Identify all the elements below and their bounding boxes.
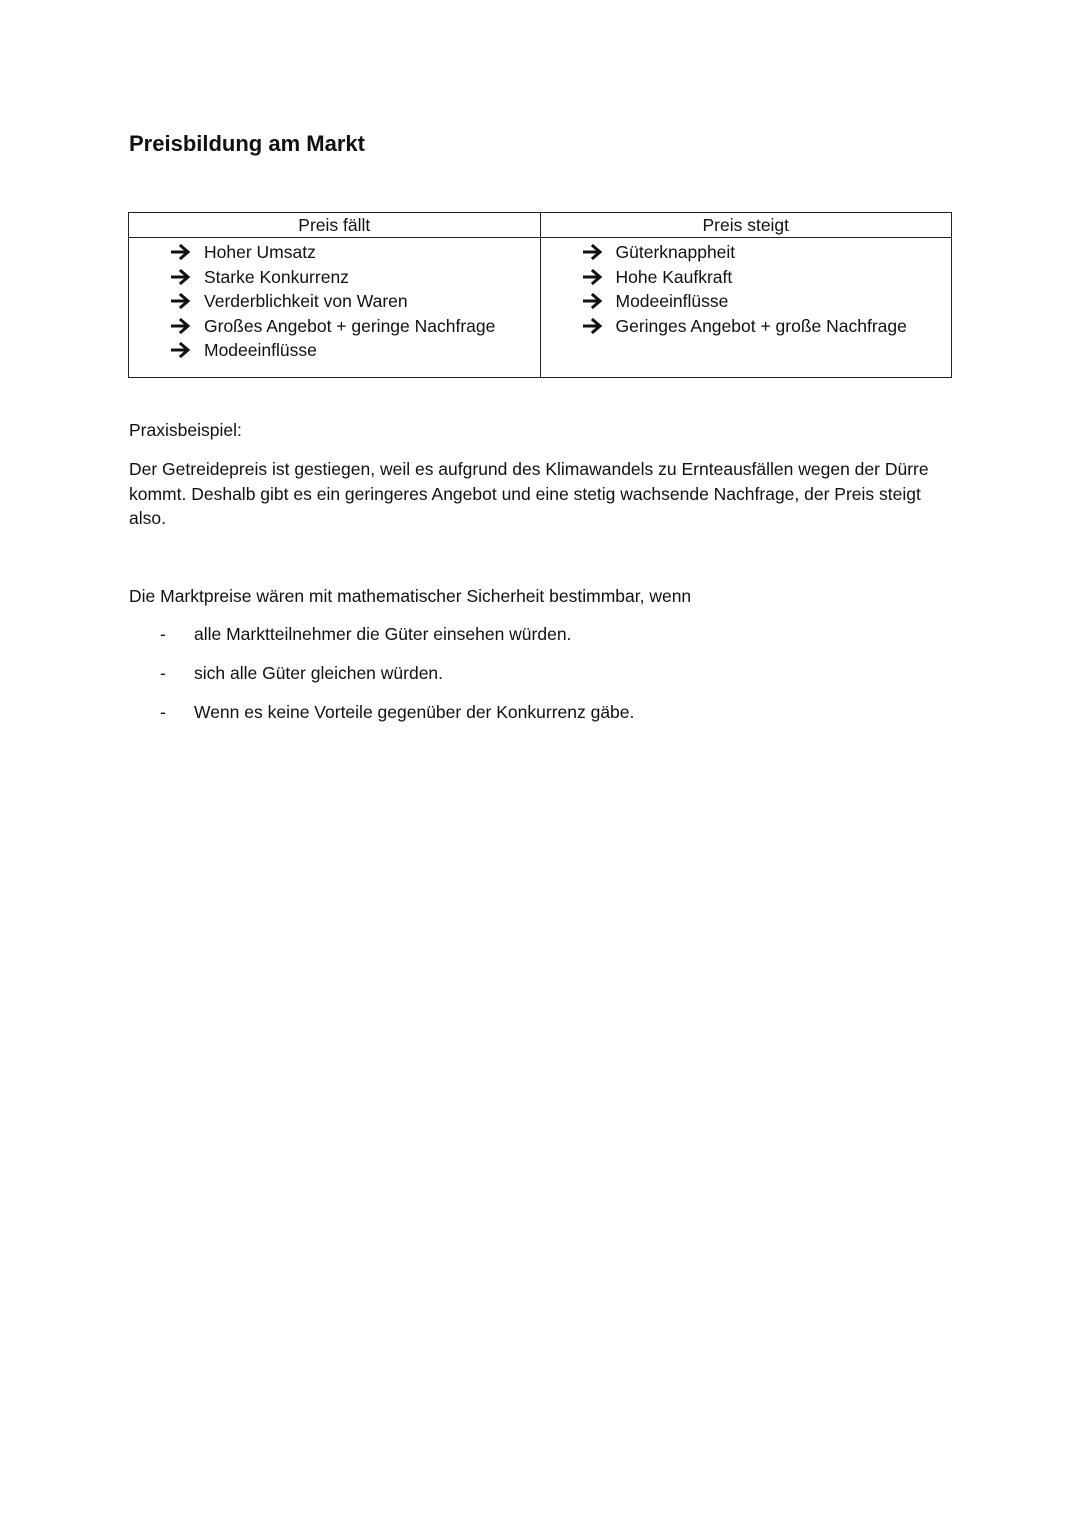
list-item	[171, 289, 540, 314]
list-item	[583, 289, 952, 314]
page-title: Preisbildung am Markt	[129, 131, 365, 156]
dash-bullet: -	[160, 624, 166, 644]
list-item-text: sich alle Güter gleichen würden.	[194, 663, 444, 683]
price-rises-cell	[540, 238, 952, 378]
list-item-text: Verderblichkeit von Waren	[204, 291, 408, 311]
list-item-text: Güterknappheit	[615, 242, 736, 262]
right-arrow-icon	[171, 318, 193, 334]
list-item-text: alle Marktteilnehmer die Güter einsehen würden.	[194, 624, 572, 644]
list-item-text: Hoher Umsatz	[204, 242, 316, 262]
table-header-row	[129, 213, 952, 238]
column-header-price-rises: Preis steigt	[540, 213, 952, 238]
dash-bullet: -	[160, 702, 166, 722]
list-item-text: Starke Konkurrenz	[204, 266, 349, 287]
example-label: Praxisbeispiel:	[129, 420, 242, 440]
right-arrow-icon	[583, 269, 605, 285]
right-arrow-icon	[171, 293, 193, 309]
list-item	[171, 265, 540, 290]
right-arrow-icon	[171, 244, 193, 260]
dash-bullet: -	[160, 663, 166, 683]
list-item-text: Geringes Angebot + große Nachfrage	[615, 315, 907, 336]
list-item-text: Modeeinflüsse	[204, 340, 317, 360]
conditions-intro: Die Marktpreise wären mit mathematischer Sicherheit bestimmbar, wenn	[129, 586, 692, 606]
list-item-text: Wenn es keine Vorteile gegenüber der Konkurrenz gäbe.	[194, 702, 635, 722]
table-row	[129, 238, 952, 378]
list-item	[583, 240, 952, 265]
list-item-text: Hohe Kaufkraft	[615, 266, 733, 287]
price-rises-list	[541, 240, 952, 338]
list-item	[171, 240, 540, 265]
list-item	[129, 700, 634, 739]
column-header-price-falls: Preis fällt	[129, 213, 541, 238]
right-arrow-icon	[583, 318, 605, 334]
list-item	[583, 265, 952, 290]
list-item	[129, 622, 634, 661]
example-paragraph: Der Getreidepreis ist gestiegen, weil es aufgrund des Klimawandels zu Ernteausfällen wegen der Dürre kommt. Deshalb gibt es ein geringeres Angebot und eine stetig wachsende Nachfrage, der Preis steigt also.	[129, 459, 929, 528]
list-item	[129, 661, 634, 700]
price-comparison-table	[128, 212, 952, 378]
list-item	[583, 314, 952, 339]
list-item-text: Modeeinflüsse	[615, 291, 729, 311]
right-arrow-icon	[171, 342, 193, 358]
list-item	[171, 314, 540, 339]
list-item	[171, 338, 540, 363]
price-falls-list	[129, 240, 540, 363]
price-falls-cell	[129, 238, 541, 378]
conditions-list	[129, 622, 634, 739]
right-arrow-icon	[171, 269, 193, 285]
right-arrow-icon	[583, 244, 605, 260]
list-item-text: Großes Angebot + geringe Nachfrage	[204, 315, 496, 336]
right-arrow-icon	[583, 293, 605, 309]
